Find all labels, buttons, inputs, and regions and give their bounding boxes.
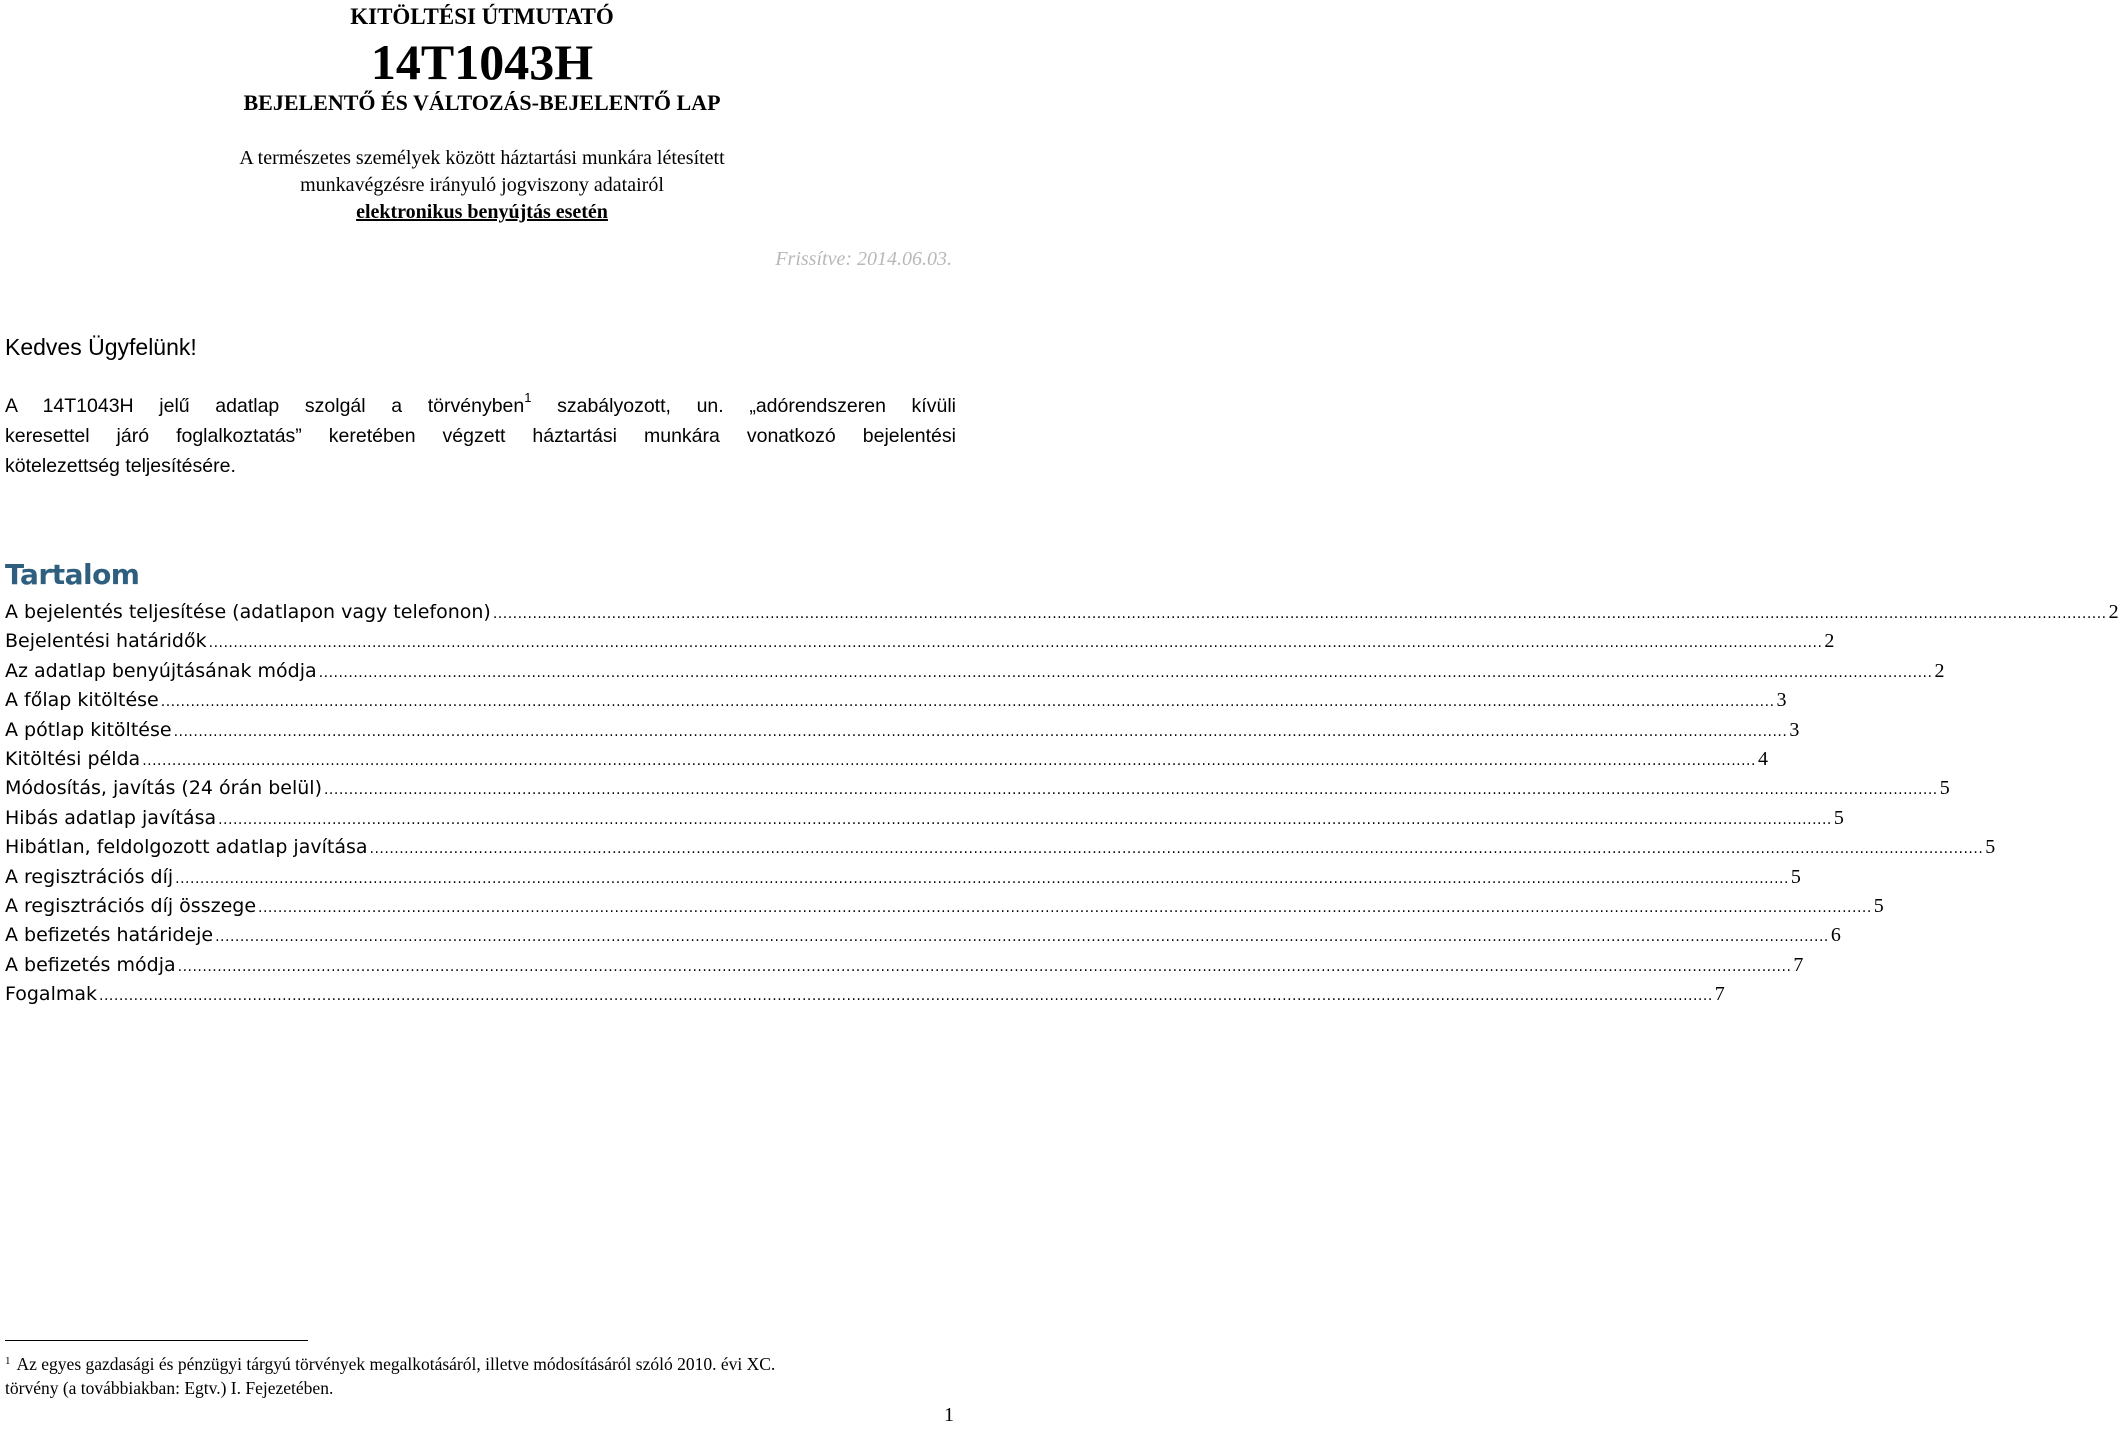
paragraph-line-2: keresettel járó foglalkoztatás” keretében végzett háztartási munkára vonatkozó bejelentési	[5, 425, 956, 447]
toc-entry-page: 5	[1873, 894, 1884, 917]
toc-entry[interactable]	[5, 980, 1725, 1009]
toc-leader-dots: ......................................................................................................................................................................................................................................................................................................................................	[173, 723, 1788, 740]
toc-entry[interactable]	[5, 863, 1801, 892]
toc-leader-dots: ......................................................................................................................................................................................................................................................................................................................................	[160, 694, 1775, 711]
toc-entry-label: A regisztrációs díj összege	[5, 894, 257, 917]
form-name: BEJELENTŐ ÉS VÁLTOZÁS-BEJELENTŐ LAP	[243, 90, 721, 115]
toc-leader-dots: ......................................................................................................................................................................................................................................................................................................................................	[177, 958, 1792, 975]
toc-entry-label: Módosítás, javítás (24 órán belül)	[5, 777, 322, 800]
paragraph-line-3: kötelezettség teljesítésére.	[5, 455, 236, 477]
toc-entry-page: 6	[1830, 924, 1841, 947]
toc-entry-page: 5	[1790, 865, 1801, 888]
toc-leader-dots: ......................................................................................................................................................................................................................................................................................................................................	[175, 870, 1789, 887]
footnote-reference[interactable]: 1	[524, 390, 532, 405]
toc-entry-label: Hibás adatlap javítása	[5, 806, 217, 829]
toc-leader-dots: ......................................................................................................................................................................................................................................................................................................................................	[218, 811, 1832, 828]
toc-entry-page: 2	[2108, 601, 2119, 623]
paragraph-line-1-start: A 14T1043H jelű adatlap szolgál a törvényben	[5, 395, 525, 417]
form-code: 14T1043H	[370, 34, 594, 90]
toc-entry-label: Kitöltési példa	[5, 747, 141, 770]
footnote	[5, 1352, 960, 1400]
toc-entry[interactable]	[5, 804, 1844, 833]
intro-paragraph	[5, 391, 956, 481]
toc-entry-label: A befizetés határideje	[5, 924, 214, 947]
intro-line-1: A természetes személyek között háztartási munkára létesített	[239, 147, 725, 169]
toc-entry-page: 2	[1824, 630, 1835, 653]
toc-entry-page: 5	[1939, 777, 1950, 800]
footnote-line-2: törvény (a továbbiakban: Egtv.) I. Fejezetében.	[5, 1378, 334, 1398]
toc-entry-label: Az adatlap benyújtásának módja	[5, 659, 317, 682]
table-of-contents	[5, 598, 2119, 1009]
toc-leader-dots: ......................................................................................................................................................................................................................................................................................................................................	[208, 635, 1823, 652]
toc-entry[interactable]	[5, 745, 1768, 774]
toc-entry-page: 7	[1793, 953, 1804, 976]
toc-entry[interactable]	[5, 657, 1945, 686]
toc-entry-page: 3	[1776, 689, 1787, 712]
toc-entry-page: 2	[1934, 659, 1945, 682]
toc-leader-dots: ......................................................................................................................................................................................................................................................................................................................................	[99, 988, 1713, 1005]
footnote-line-1	[5, 1352, 960, 1376]
guide-title: KITÖLTÉSI ÚTMUTATÓ	[350, 4, 614, 29]
intro-line-3: elektronikus benyújtás esetén	[356, 201, 608, 223]
toc-entry-page: 5	[1985, 836, 1996, 859]
toc-entry-label: Fogalmak	[5, 983, 98, 1006]
paragraph-line-1	[5, 391, 956, 421]
toc-entry[interactable]	[5, 774, 1950, 803]
greeting: Kedves Ügyfelünk!	[5, 334, 197, 360]
toc-entry-page: 7	[1714, 983, 1725, 1006]
toc-leader-dots: ......................................................................................................................................................................................................................................................................................................................................	[215, 929, 1829, 946]
footnote-text-1: Az egyes gazdasági és pénzügyi tárgyú törvények megalkotásáról, illetve módosításáról szóló 2010. évi XC.	[16, 1354, 776, 1374]
toc-entry-label: A regisztrációs díj	[5, 865, 174, 888]
toc-entry[interactable]	[5, 686, 1787, 715]
toc-title: Tartalom	[5, 558, 140, 591]
toc-entry-label: A főlap kitöltése	[5, 689, 159, 712]
toc-leader-dots: ......................................................................................................................................................................................................................................................................................................................................	[142, 752, 1756, 769]
toc-entry-label: Bejelentési határidők	[5, 630, 207, 653]
toc-entry[interactable]	[5, 598, 2119, 627]
toc-entry-page: 3	[1789, 718, 1800, 741]
toc-entry-page: 4	[1757, 747, 1768, 770]
updated-date: Frissítve: 2014.06.03.	[775, 248, 952, 270]
paragraph-line-1-end: szabályozott, un. „adórendszeren kívüli	[531, 395, 956, 417]
toc-leader-dots: ......................................................................................................................................................................................................................................................................................................................................	[258, 899, 1872, 916]
toc-entry[interactable]	[5, 716, 1800, 745]
toc-entry-label: A pótlap kitöltése	[5, 718, 172, 741]
toc-entry[interactable]	[5, 921, 1841, 950]
toc-entry[interactable]	[5, 833, 1996, 862]
page-number: 1	[944, 1404, 954, 1426]
toc-entry[interactable]	[5, 627, 1835, 656]
toc-leader-dots: ......................................................................................................................................................................................................................................................................................................................................	[323, 782, 1938, 799]
toc-entry[interactable]	[5, 951, 1804, 980]
intro-line-2: munkavégzésre irányuló jogviszony adatairól	[300, 174, 664, 196]
toc-leader-dots: ......................................................................................................................................................................................................................................................................................................................................	[369, 841, 1984, 858]
toc-leader-dots: ......................................................................................................................................................................................................................................................................................................................................	[318, 664, 1933, 681]
toc-entry-page: 5	[1833, 806, 1844, 829]
footnote-number: 1	[5, 1355, 11, 1367]
toc-entry-label: A befizetés módja	[5, 953, 176, 976]
toc-entry-label: Hibátlan, feldolgozott adatlap javítása	[5, 836, 368, 859]
toc-entry-label: A bejelentés teljesítése (adatlapon vagy telefonon)	[5, 601, 491, 623]
toc-leader-dots: ......................................................................................................................................................................................................................................................................................................................................	[492, 606, 2107, 622]
footnote-divider	[5, 1340, 308, 1341]
toc-entry[interactable]	[5, 892, 1884, 921]
